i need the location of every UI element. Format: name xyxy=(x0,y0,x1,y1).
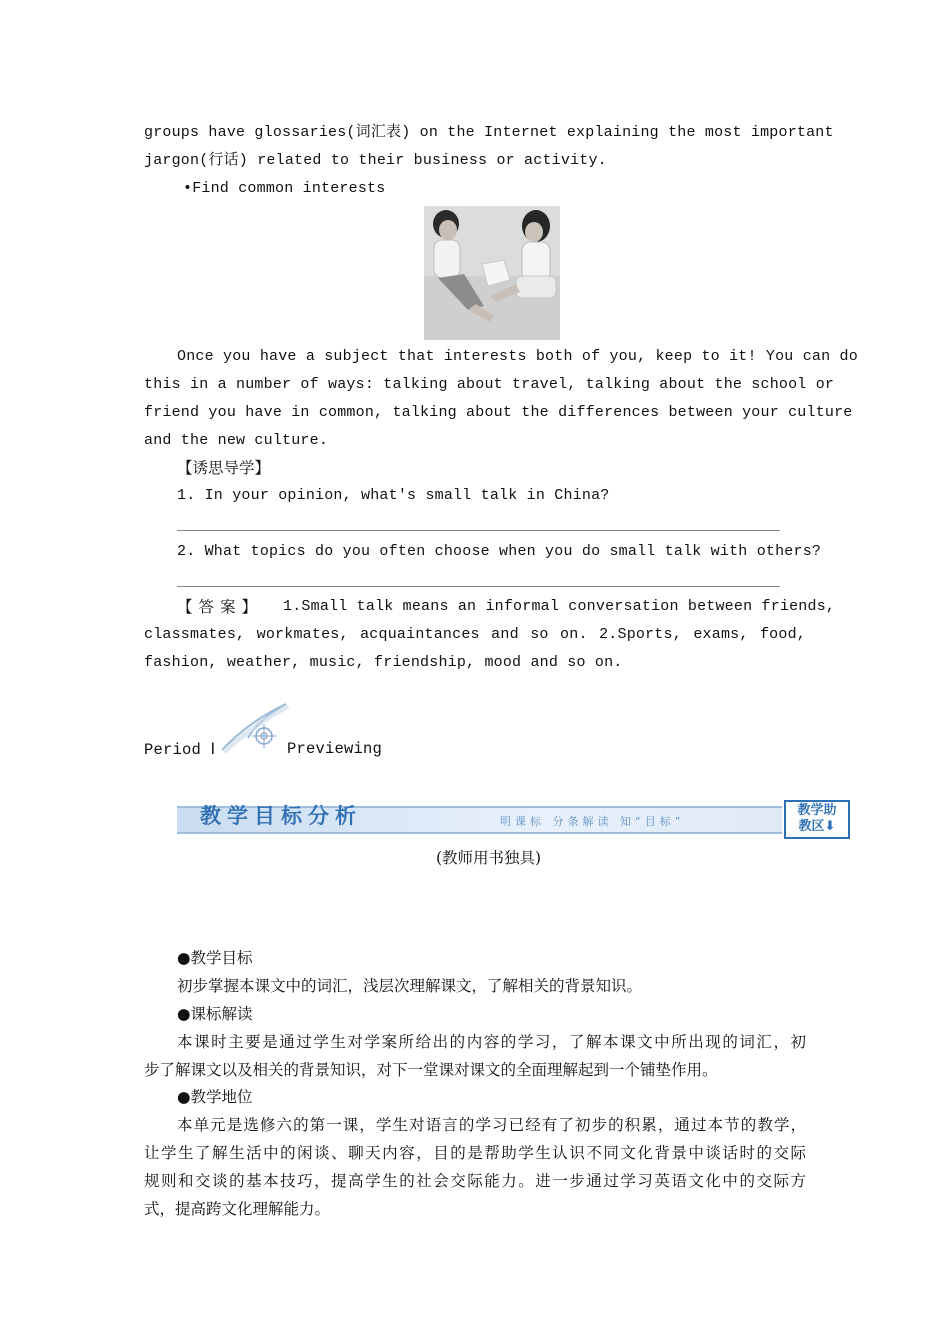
banner-title: 教学目标分析 xyxy=(200,803,362,828)
answer-line: 1.Small talk means an informal conversation between friends, xyxy=(283,598,836,615)
answer-line: fashion, weather, music, friendship, mood and so on. xyxy=(144,654,623,671)
answer-line-1 xyxy=(177,530,780,531)
passage-line: groups have glossaries(词汇表) on the Internet explaining the most important xyxy=(144,124,834,141)
standard-line: 本课时主要是通过学生对学案所给出的内容的学习，了解本课文中所出现的词汇，初 xyxy=(177,1033,806,1051)
teacher-book-note: (教师用书独具) xyxy=(436,849,542,867)
position-heading: ●教学地位 xyxy=(177,1088,253,1106)
banner-subtitle: 明课标 分条解读 知“目标” xyxy=(500,815,685,828)
answer-label: 【答案】 xyxy=(177,598,264,616)
goal-text: 初步掌握本课文中的词汇，浅层次理解课文，了解相关的背景知识。 xyxy=(177,977,643,995)
paragraph-line: this in a number of ways: talking about travel, talking about the school or xyxy=(144,376,835,393)
position-line: 式，提高跨文化理解能力。 xyxy=(144,1200,331,1218)
badge-line: 教学助 xyxy=(797,803,837,818)
badge-line: 教区⬇ xyxy=(798,819,836,834)
passage-line: jargon(行话) related to their business or activity. xyxy=(144,152,607,169)
question-2: 2. What topics do you often choose when you do small talk with others? xyxy=(177,543,822,560)
standard-heading: ●课标解读 xyxy=(177,1005,253,1023)
standard-line: 步了解课文以及相关的背景知识，对下一堂课对课文的全面理解起到一个铺垫作用。 xyxy=(144,1061,718,1079)
position-line: 规则和交谈的基本技巧，提高学生的社会交际能力。进一步通过学习英语文化中的交际方 xyxy=(144,1172,806,1190)
position-line: 让学生了解生活中的闲谈、聊天内容，目的是帮助学生认识不同文化背景中谈话时的交际 xyxy=(144,1144,806,1162)
period-title: Previewing xyxy=(287,740,383,758)
question-1: 1. In your opinion, what's small talk in China? xyxy=(177,487,610,504)
answer-first-line xyxy=(177,593,836,621)
answer-line: classmates, workmates, acquaintances and so on. 2.Sports, exams, food, xyxy=(144,626,806,643)
bullet-heading: •Find common interests xyxy=(183,180,386,197)
guide-heading: 【诱思导学】 xyxy=(177,459,271,477)
answer-line-2 xyxy=(177,586,780,587)
paragraph-line: Once you have a subject that interests both of you, keep to it! You can do xyxy=(177,348,858,365)
target-logo xyxy=(218,702,290,758)
photo-two-girls xyxy=(424,206,560,340)
photo-illustration xyxy=(424,206,560,340)
period-label: Period Ⅰ xyxy=(144,741,216,759)
goal-heading: ●教学目标 xyxy=(177,949,253,967)
teacher-zone-badge xyxy=(784,800,850,839)
paragraph-line: friend you have in common, talking about the differences between your culture xyxy=(144,404,853,421)
paragraph-line: and the new culture. xyxy=(144,432,329,449)
position-line: 本单元是选修六的第一课，学生对语言的学习已经有了初步的积累，通过本节的教学， xyxy=(177,1116,806,1134)
